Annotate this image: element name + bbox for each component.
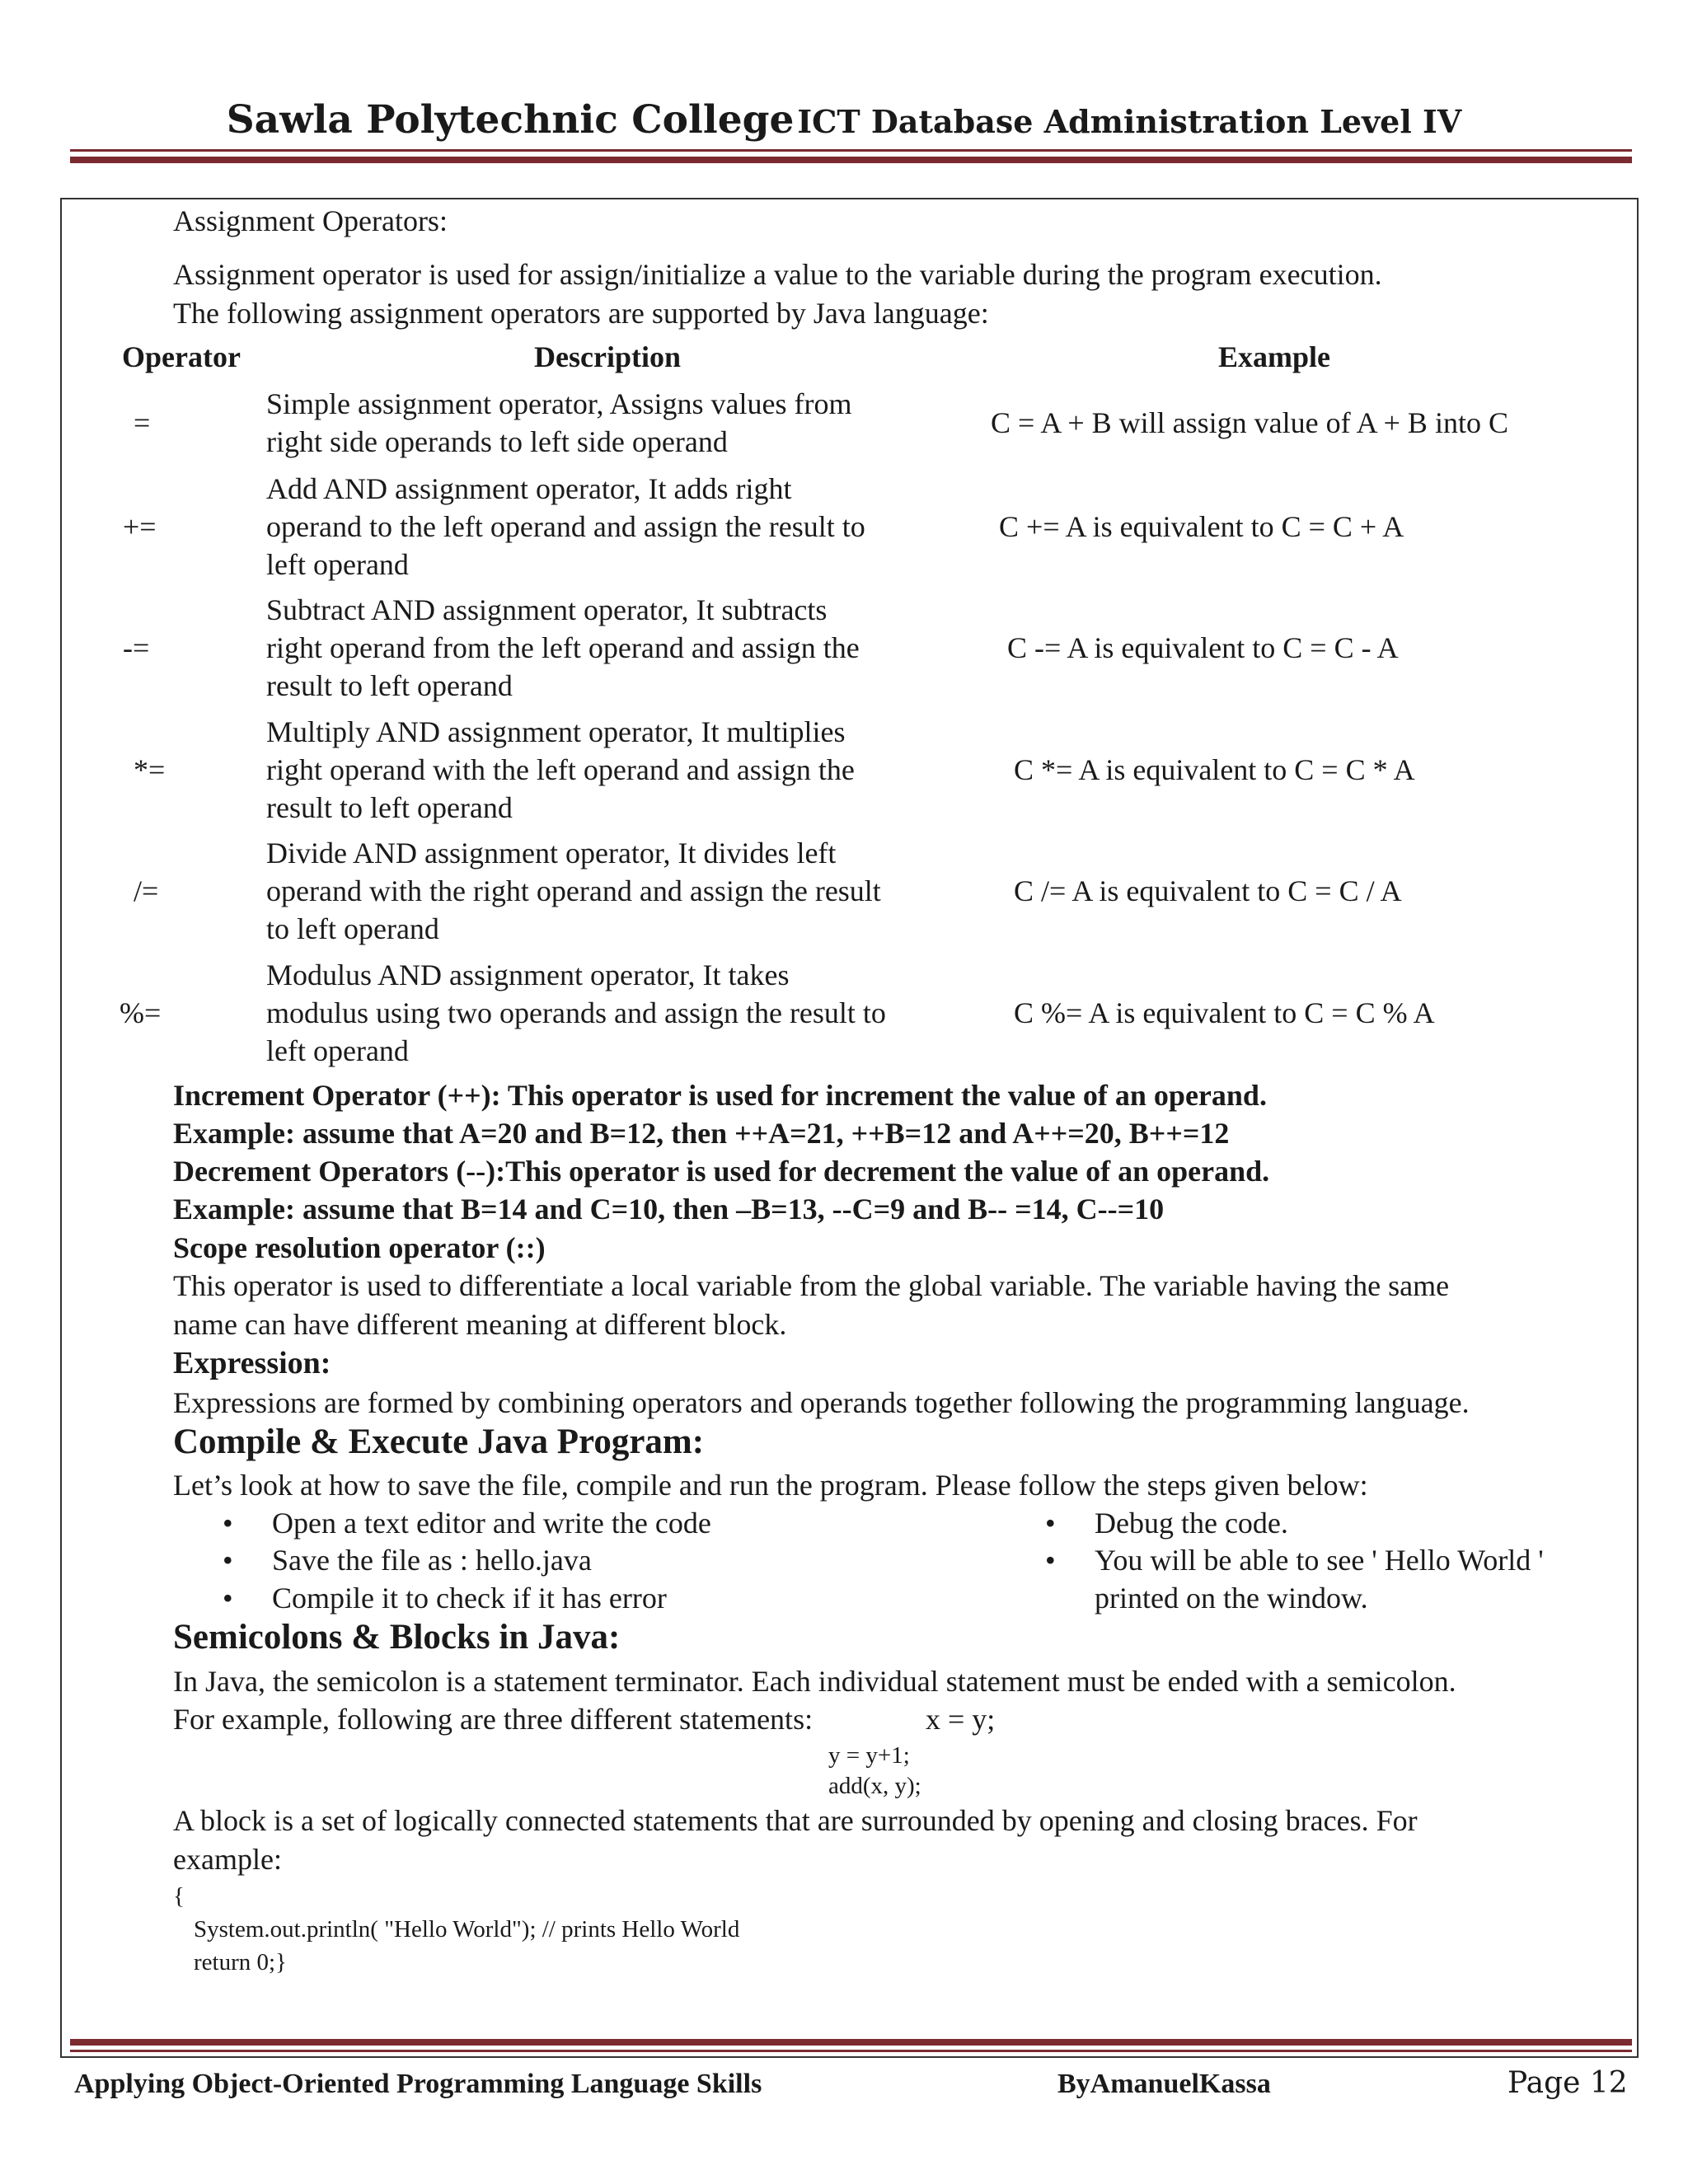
compile-heading: Compile & Execute Java Program: <box>173 1422 705 1461</box>
bullet-icon: • <box>223 1507 233 1540</box>
table-header-operator: Operator <box>122 340 241 373</box>
description-cell: Add AND assignment operator, It adds right operand to the left operand and assign the result to left operand <box>266 472 865 581</box>
scope-text-line1: This operator is used to differentiate a local variable from the global variable. The variable having the same <box>173 1269 1450 1302</box>
scope-text-line2: name can have different meaning at different block. <box>173 1308 787 1341</box>
list-item-label: Compile it to check if it has error <box>272 1582 667 1615</box>
list-item-label: Open a text editor and write the code <box>272 1507 711 1540</box>
bullet-icon: • <box>223 1544 233 1577</box>
page-header <box>0 97 1688 143</box>
assignment-intro-line2: The following assignment operators are supported by Java language: <box>173 297 989 330</box>
operator-cell: %= <box>120 996 162 1029</box>
scope-heading: Scope resolution operator (::) <box>173 1231 546 1264</box>
header-rule-thin <box>70 149 1632 152</box>
assignment-heading: Assignment Operators: <box>173 204 448 237</box>
list-item-label: Debug the code. <box>1095 1507 1288 1540</box>
description-cell: Divide AND assignment operator, It divides left operand with the right operand and assign the result to left operand <box>266 837 881 945</box>
example-cell: C *= A is equivalent to C = C * A <box>1014 753 1415 786</box>
footer-course-title: Applying Object-Oriented Programming Language Skills <box>74 2069 762 2099</box>
list-item <box>1045 1541 1544 1579</box>
footer-author: ByAmanuelKassa <box>1057 2069 1271 2099</box>
expression-text: Expressions are formed by combining operators and operands together following the programming language. <box>173 1386 1470 1419</box>
description-cell: Simple assignment operator, Assigns values from right side operands to left side operand <box>266 387 852 458</box>
increment-operator-text: Increment Operator (++): This operator is used for increment the value of an operand. <box>173 1079 1267 1112</box>
example-cell: C += A is equivalent to C = C + A <box>999 510 1404 543</box>
course-title: ICT Database Administration Level IV <box>797 103 1462 140</box>
description-cell: Multiply AND assignment operator, It multiplies right operand with the left operand and assign the result to left operand <box>266 715 855 824</box>
operator-cell: = <box>134 406 151 439</box>
semicolons-text-line2: For example, following are three different statements: <box>173 1703 814 1736</box>
table-header-description: Description <box>534 340 681 373</box>
semicolons-heading: Semicolons & Blocks in Java: <box>173 1618 621 1657</box>
block-text-line1: A block is a set of logically connected statements that are surrounded by opening and closing braces. For <box>173 1804 1418 1837</box>
block-text-line2: example: <box>173 1843 282 1876</box>
example-cell: C /= A is equivalent to C = C / A <box>1014 874 1402 907</box>
footer-rule-thin <box>70 2050 1632 2052</box>
increment-example-text: Example: assume that A=20 and B=12, then ++A=21, ++B=12 and A++=20, B++=12 <box>173 1117 1230 1150</box>
decrement-operator-text: Decrement Operators (--):This operator is used for decrement the value of an operand. <box>173 1155 1270 1188</box>
code-println: System.out.println( "Hello World"); // prints Hello World <box>194 1916 740 1943</box>
footer-rule-thick <box>70 2039 1632 2046</box>
header-rule-thick <box>70 157 1632 163</box>
semicolons-text-line1: In Java, the semicolon is a statement terminator. Each individual statement must be ended with a semicolon. <box>173 1665 1456 1698</box>
list-item-label: You will be able to see ' Hello World ' <box>1095 1544 1544 1577</box>
code-return: return 0;} <box>194 1949 287 1975</box>
code-statement-1: x = y; <box>926 1703 996 1736</box>
decrement-example-text: Example: assume that B=14 and C=10, then –B=13, --C=9 and B-- =14, C--=10 <box>173 1193 1165 1226</box>
code-statement-3: add(x, y); <box>828 1773 921 1799</box>
assignment-intro-line1: Assignment operator is used for assign/initialize a value to the variable during the program execution. <box>173 258 1382 291</box>
operator-cell: *= <box>134 753 166 786</box>
code-statement-2: y = y+1; <box>828 1742 910 1769</box>
page-number: Page 12 <box>1507 2066 1628 2100</box>
description-cell: Subtract AND assignment operator, It subtracts right operand from the left operand and assign the result to left operand <box>266 593 860 702</box>
operator-cell: += <box>123 510 157 543</box>
table-header-example: Example <box>1218 340 1331 373</box>
operator-cell: /= <box>134 874 159 907</box>
expression-heading: Expression: <box>173 1346 331 1380</box>
example-cell: C = A + B will assign value of A + B into C <box>991 406 1508 439</box>
operator-cell: -= <box>123 631 150 664</box>
code-brace-open: { <box>173 1883 185 1910</box>
example-cell: C -= A is equivalent to C = C - A <box>1007 631 1399 664</box>
compile-intro: Let’s look at how to save the file, compile and run the program. Please follow the steps given below: <box>173 1469 1368 1502</box>
bullet-icon: • <box>1045 1507 1056 1540</box>
list-item <box>1045 1504 1288 1542</box>
list-item <box>223 1504 711 1542</box>
list-item <box>223 1579 667 1617</box>
list-item <box>223 1541 592 1579</box>
list-item-label: Save the file as : hello.java <box>272 1544 592 1577</box>
college-name: Sawla Polytechnic College <box>226 97 795 143</box>
example-cell: C %= A is equivalent to C = C % A <box>1014 996 1435 1029</box>
list-item-continuation: printed on the window. <box>1095 1582 1368 1615</box>
description-cell: Modulus AND assignment operator, It takes modulus using two operands and assign the result to left operand <box>266 958 886 1067</box>
bullet-icon: • <box>223 1582 233 1615</box>
bullet-icon: • <box>1045 1544 1056 1577</box>
